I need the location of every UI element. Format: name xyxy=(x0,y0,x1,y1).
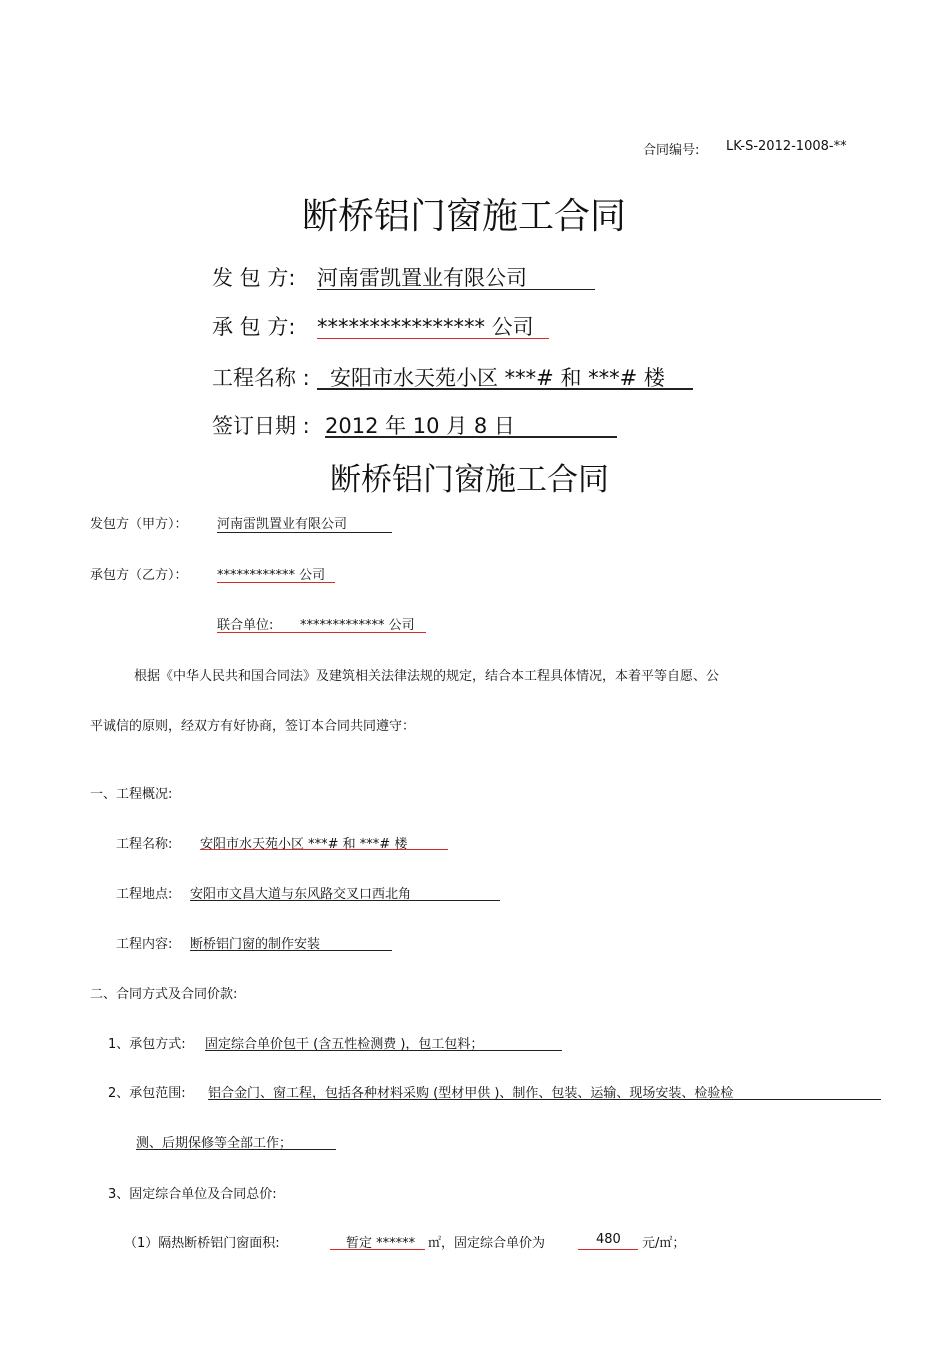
body-title: 断桥铝门窗施工合同 xyxy=(330,462,609,498)
cover-contractor-label: 承 包 方: xyxy=(212,315,296,339)
project-content-value: 断桥铝门窗的制作安装 xyxy=(190,937,321,952)
item-1-label: 1、承包方式: xyxy=(108,1037,186,1052)
project-location-underline xyxy=(190,900,500,901)
project-name-value: 安阳市水天苑小区 ***# 和 ***# 楼 xyxy=(200,837,408,852)
project-location-value: 安阳市文昌大道与东风路交叉口西北角 xyxy=(190,887,412,902)
sub-1-area: 暂定 ****** xyxy=(346,1236,416,1251)
cover-date-value: 2012 年 10 月 8 日 xyxy=(325,414,515,438)
contract-number-value: LK-S-2012-1008-** xyxy=(726,139,847,154)
sub-1-price: 480 xyxy=(596,1232,621,1247)
item-1-underline xyxy=(205,1050,562,1051)
cover-project-value: 安阳市水天苑小区 ***# 和 ***# 楼 xyxy=(330,366,665,390)
sub-1-mid: ㎡，固定综合单价为 xyxy=(428,1236,546,1251)
item-2-label: 2、承包范围: xyxy=(108,1086,186,1101)
joint-unit-label: 联合单位: xyxy=(217,618,274,633)
cover-date-label: 签订日期 : xyxy=(212,414,310,438)
item-2-continued: 测、后期保修等全部工作； xyxy=(136,1136,293,1151)
cover-contractor-underline xyxy=(317,338,549,339)
item-2-underline xyxy=(208,1099,881,1100)
project-location-label: 工程地点: xyxy=(116,887,173,902)
cover-project-underline xyxy=(317,388,693,390)
intro-line-2: 平诚信的原则，经双方有好协商，签订本合同共同遵守： xyxy=(90,719,416,734)
cover-employer-label: 发 包 方: xyxy=(212,266,296,290)
intro-line-1: 根据《中华人民共和国合同法》及建筑相关法律法规的规定，结合本工程具体情况，本着平等自愿、公 xyxy=(134,669,720,684)
project-content-label: 工程内容: xyxy=(116,937,173,952)
cover-date-underline xyxy=(325,436,617,438)
party-a-underline xyxy=(217,532,392,533)
joint-unit-underline xyxy=(217,632,426,633)
cover-contractor-value: **************** 公司 xyxy=(317,315,534,339)
sub-1-unit: 元/㎡； xyxy=(642,1236,686,1251)
item-1-value: 固定综合单价包干 (含五性检测费 )，包工包料； xyxy=(205,1037,484,1052)
item-2-continued-underline xyxy=(136,1149,336,1150)
cover-title: 断桥铝门窗施工合同 xyxy=(302,196,627,237)
party-b-value: ************ 公司 xyxy=(217,568,326,583)
item-2-value: 铝合金门、窗工程，包括各种材料采购 (型材甲供 )、制作、包装、运输、现场安装、检验检 xyxy=(208,1086,734,1101)
cover-employer-value: 河南雷凯置业有限公司 xyxy=(317,266,527,290)
cover-employer-underline xyxy=(317,289,595,290)
project-content-underline xyxy=(190,950,392,951)
section-1-title: 一、工程概况: xyxy=(90,787,173,802)
joint-unit-value: ************* 公司 xyxy=(300,618,415,633)
party-b-label: 承包方（乙方）： xyxy=(90,568,188,583)
party-b-underline xyxy=(217,582,335,583)
cover-project-label: 工程名称 : xyxy=(212,366,310,390)
sub-1-label: （1）隔热断桥铝门窗面积: xyxy=(124,1236,280,1251)
section-2-title: 二、合同方式及合同价款: xyxy=(90,987,238,1002)
contract-number-label: 合同编号: xyxy=(643,143,700,158)
item-3-label: 3、固定综合单位及合同总价: xyxy=(108,1187,277,1202)
project-name-label: 工程名称: xyxy=(116,837,173,852)
party-a-label: 发包方（甲方）： xyxy=(90,517,188,532)
project-name-underline xyxy=(200,849,448,850)
party-a-value: 河南雷凯置业有限公司 xyxy=(217,517,348,532)
sub-1-area-underline xyxy=(330,1249,425,1250)
sub-1-price-underline xyxy=(578,1249,638,1250)
